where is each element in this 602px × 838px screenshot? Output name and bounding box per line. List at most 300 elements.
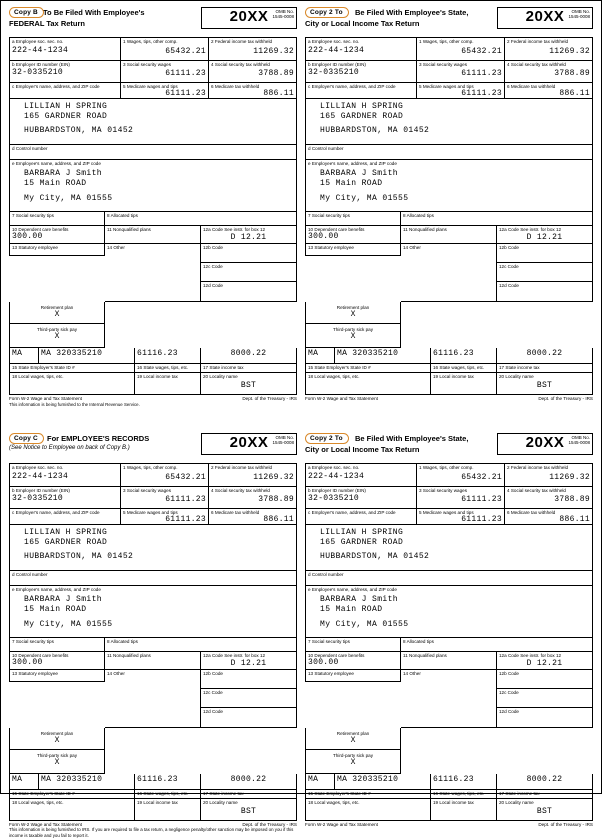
row-a-1-2 — [9, 463, 297, 487]
box-a-ssn[interactable] — [305, 463, 417, 487]
box-20-label: 20 Locality name — [203, 374, 238, 379]
row-13-14-12bcd — [305, 244, 593, 348]
box-18-local-wages[interactable] — [9, 373, 135, 395]
box-18-local-wages[interactable] — [9, 799, 135, 821]
box-13-thirdparty[interactable] — [305, 750, 401, 774]
box-b-ein[interactable] — [305, 487, 417, 509]
box-16-label: 16 State wages, tips, etc. — [433, 365, 485, 370]
box-b-ein[interactable] — [9, 61, 121, 83]
state-tax: 8000.22 — [526, 349, 563, 358]
box-13-retirement-mark: X — [350, 736, 356, 746]
box-4-ss-tax[interactable] — [209, 487, 297, 509]
box-5-value: 61111.23 — [165, 515, 206, 525]
box-3-ss-wages[interactable] — [417, 61, 505, 83]
box-2-fed-tax[interactable] — [209, 463, 297, 487]
box-13-retirement[interactable] — [9, 302, 105, 324]
box-5-label: 5 Medicare wages and tips — [419, 84, 474, 89]
box-b-label: b Employer ID number (EIN) — [12, 62, 70, 67]
box-12c-code[interactable] — [201, 263, 297, 282]
box-13-statutory[interactable] — [9, 244, 105, 256]
box-12b-code[interactable] — [497, 670, 593, 689]
w2-form-copy-c — [9, 433, 297, 838]
tax-year: 20XX — [525, 8, 565, 25]
state-wages: 61116.23 — [433, 774, 474, 784]
employee-address-block[interactable] — [9, 586, 297, 638]
form-header — [9, 433, 297, 463]
header-title-line1: Be Filed With Employee's State, — [355, 8, 469, 17]
form-body — [305, 463, 593, 828]
box-12d-code[interactable] — [201, 708, 297, 728]
box-7-ss-tips[interactable] — [9, 638, 105, 652]
box-d-control-number[interactable] — [9, 145, 297, 160]
state-code-cell[interactable] — [9, 774, 39, 790]
form-body — [305, 37, 593, 402]
box-13-retirement-label: Retirement plan — [40, 730, 74, 736]
header-title-line2: City or Local Income Tax Return — [305, 19, 420, 28]
box-20-locality[interactable] — [497, 373, 593, 395]
box-2-fed-tax[interactable] — [505, 37, 593, 61]
row-7-8 — [9, 638, 297, 652]
copy-tag[interactable]: Copy B — [9, 7, 44, 18]
omb-number — [568, 435, 590, 445]
box-13-thirdparty-label: Third-party sick pay — [36, 752, 78, 758]
tax-year: 20XX — [229, 8, 269, 25]
box-12c-label: 12c Code — [203, 264, 223, 269]
box-13-14-wrap — [305, 244, 497, 348]
form-header — [305, 7, 593, 37]
box-d-label: d Control number — [12, 571, 48, 577]
box-3-label: 3 Social security wages — [419, 487, 468, 493]
employee-address-block[interactable] — [9, 160, 297, 212]
row-1-2 — [121, 37, 297, 61]
header-title-line1: Be Filed With Employee's State, — [355, 433, 469, 443]
box-12c-code[interactable] — [497, 689, 593, 708]
box-4-ss-tax[interactable] — [505, 487, 593, 509]
box-2-label: 2 Federal income tax withheld — [507, 39, 569, 44]
box-14-other[interactable] — [105, 244, 201, 302]
state-wages-cell[interactable] — [135, 774, 201, 790]
box-12d-label: 12d Code — [499, 283, 519, 288]
employee-address-block[interactable] — [305, 160, 593, 212]
row-13-14-12bcd — [305, 670, 593, 774]
box-c-label: c Employer's name, address, and ZIP code — [12, 84, 100, 89]
box-12a-value: D 12.21 — [230, 659, 267, 669]
box-18-label: 18 Local wages, tips, etc. — [308, 799, 360, 805]
box-15-label: 15 State Employer's State ID # — [12, 790, 75, 796]
box-12bcd-wrap — [201, 244, 297, 348]
box-12d-label: 12d Code — [203, 283, 223, 288]
box-a-label: a Employee soc. sec. no. — [308, 39, 360, 44]
box-8-allocated-tips[interactable] — [105, 212, 297, 226]
row-7-8 — [9, 212, 297, 226]
box-5-label: 5 Medicare wages and tips — [123, 84, 178, 89]
employee-street: 15 Main ROAD — [24, 605, 87, 615]
box-10-label: 10 Dependent care benefits — [308, 227, 365, 232]
row-c-5-6 — [9, 83, 297, 99]
copy-tag[interactable]: Copy C — [9, 433, 44, 444]
box-16-label: 16 State wages, tips, etc. — [137, 790, 189, 796]
box-2-label: 2 Federal income tax withheld — [211, 39, 273, 44]
box-13-thirdparty-label: Third-party sick pay — [332, 327, 374, 332]
state-tax: 8000.22 — [230, 349, 267, 358]
box-6-medicare-tax[interactable] — [209, 83, 297, 99]
omb-number — [272, 9, 294, 19]
box-12d-label: 12d Code — [499, 708, 519, 714]
box-1-wages[interactable] — [121, 37, 209, 61]
box-2-label: 2 Federal income tax withheld — [507, 464, 569, 470]
box-13-thirdparty-label: Third-party sick pay — [332, 752, 374, 758]
state-tax-cell[interactable] — [201, 348, 297, 364]
box-13-retirement[interactable] — [9, 728, 105, 750]
row-b-3-4 — [305, 61, 593, 83]
box-4-label: 4 Social security tax withheld — [507, 487, 566, 493]
box-a-ssn[interactable] — [9, 463, 121, 487]
box-5-value: 61111.23 — [461, 89, 502, 99]
box-a-label: a Employee soc. sec. no. — [12, 464, 64, 470]
box-12a-code[interactable] — [201, 226, 297, 244]
employee-city: My City, MA 01555 — [320, 620, 409, 630]
box-d-control-number[interactable] — [9, 571, 297, 586]
employee-street: 15 Main ROAD — [320, 179, 383, 189]
box-4-ss-tax[interactable] — [505, 61, 593, 83]
form-footnote: This information is being furnished to IRS. If you are required to file a tax return, a negligence penalty/other sanction may be imposed on you if this income is taxable and you fail to report it. — [9, 827, 294, 838]
box-17-label: 17 State income tax — [499, 365, 540, 370]
box-12d-code[interactable] — [497, 282, 593, 302]
row-10-11-12a — [9, 226, 297, 244]
box-19-local-tax[interactable] — [135, 373, 201, 395]
box-5-medicare-wages[interactable] — [121, 83, 209, 99]
header-title-line2: City or Local Income Tax Return — [305, 444, 420, 454]
employee-name: BARBARA J Smith — [24, 169, 103, 179]
box-8-label: 8 Allocated tips — [403, 638, 434, 644]
state-code-cell[interactable] — [305, 774, 335, 790]
box-13-statutory[interactable] — [305, 670, 401, 682]
box-13-14-wrap — [9, 244, 201, 348]
box-14-other[interactable] — [401, 244, 497, 302]
box-14-other[interactable] — [401, 670, 497, 728]
year-box — [201, 7, 297, 29]
box-3-ss-wages[interactable] — [417, 487, 505, 509]
box-3-value: 61111.23 — [165, 69, 206, 79]
box-6-label: 6 Medicare tax withheld — [507, 84, 556, 89]
copy-tag[interactable]: Copy 2 To — [305, 433, 349, 444]
box-8-label: 8 Allocated tips — [107, 213, 138, 218]
box-12b-code[interactable] — [497, 244, 593, 263]
box-17-label-cell — [497, 790, 593, 799]
box-14-label: 14 Other — [403, 670, 421, 676]
box-6-medicare-tax[interactable] — [505, 509, 593, 525]
box-3-value: 61111.23 — [461, 495, 502, 505]
row-15-16-17 — [9, 364, 297, 373]
box-1-wages[interactable] — [417, 37, 505, 61]
form-body — [9, 37, 297, 407]
box-4-ss-tax[interactable] — [209, 61, 297, 83]
state-wages-cell[interactable] — [135, 348, 201, 364]
row-state-values — [305, 348, 593, 364]
box-4-value: 3788.89 — [554, 69, 590, 79]
box-16-label: 16 State wages, tips, etc. — [433, 790, 485, 796]
box-7-ss-tips[interactable] — [305, 638, 401, 652]
footer-left: Form W-2 Wage and Tax Statement — [9, 396, 82, 401]
row-15-16-17 — [305, 790, 593, 799]
box-a-value: 222-44-1234 — [12, 472, 69, 482]
box-14-other[interactable] — [105, 670, 201, 728]
state-tax-cell[interactable] — [497, 348, 593, 364]
boxes-1-2-wrap — [121, 37, 297, 61]
box-13-thirdparty[interactable] — [9, 324, 105, 348]
form-footer — [305, 396, 593, 402]
box-4-label: 4 Social security tax withheld — [211, 487, 270, 493]
box-19-local-tax[interactable] — [431, 799, 497, 821]
state-tax: 8000.22 — [230, 774, 267, 784]
omb-value: 1545-0008 — [272, 14, 294, 19]
box-13-label: 13 Statutory employee — [308, 245, 354, 250]
box-19-local-tax[interactable] — [135, 799, 201, 821]
copy-tag[interactable]: Copy 2 To — [305, 7, 349, 18]
employee-address-block[interactable] — [305, 586, 593, 638]
box-11-nonqualified[interactable] — [105, 226, 201, 244]
box-12b-label: 12b Code — [203, 245, 223, 250]
row-7-8 — [305, 212, 593, 226]
box-c-label-cell — [9, 83, 121, 99]
state-code-cell[interactable] — [9, 348, 39, 364]
state-code-cell[interactable] — [305, 348, 335, 364]
box-12a-label: 12a Code See instr. for box 12 — [203, 227, 266, 232]
row-state-values — [9, 774, 297, 790]
box-12c-label: 12c Code — [499, 264, 519, 269]
box-20-label: 20 Locality name — [499, 374, 534, 379]
row-13-14-12bcd — [9, 670, 297, 774]
box-b-value: 32-0335210 — [12, 68, 64, 78]
employer-street: 165 GARDNER ROAD — [320, 537, 404, 547]
box-10-dependent-care[interactable] — [9, 652, 105, 670]
box-b-ein[interactable] — [305, 61, 417, 83]
box-18-local-wages[interactable] — [305, 799, 431, 821]
employer-address-block[interactable] — [9, 525, 297, 571]
employee-name: BARBARA J Smith — [320, 169, 399, 179]
box-3-ss-wages[interactable] — [121, 61, 209, 83]
box-d-label: d Control number — [308, 571, 344, 577]
box-5-medicare-wages[interactable] — [417, 83, 505, 99]
state-id-cell[interactable] — [39, 348, 135, 364]
box-8-allocated-tips[interactable] — [401, 638, 593, 652]
form-body — [9, 463, 297, 838]
footer-left: Form W-2 Wage and Tax Statement — [305, 821, 378, 827]
state-wages-cell[interactable] — [431, 348, 497, 364]
box-20-value: BST — [536, 807, 553, 817]
box-11-nonqualified[interactable] — [401, 652, 497, 670]
box-10-dependent-care[interactable] — [9, 226, 105, 244]
box-10-dependent-care[interactable] — [305, 652, 401, 670]
w2-form-copy-2-state-top — [305, 7, 593, 407]
omb-label: OMB No. — [571, 9, 590, 14]
row-state-values — [305, 774, 593, 790]
box-13-label: 13 Statutory employee — [12, 245, 58, 250]
tax-year: 20XX — [229, 433, 269, 451]
box-19-label: 19 Local income tax — [433, 799, 474, 805]
state-id: MA 320335210 — [337, 774, 399, 784]
box-6-medicare-tax[interactable] — [505, 83, 593, 99]
box-c-label-cell — [305, 83, 417, 99]
box-2-fed-tax[interactable] — [209, 37, 297, 61]
box-20-value: BST — [536, 381, 553, 391]
box-12a-code[interactable] — [497, 652, 593, 670]
box-11-label: 11 Nonqualified plans — [107, 227, 151, 232]
header-left — [305, 7, 497, 28]
box-1-wages[interactable] — [417, 463, 505, 487]
box-12c-code[interactable] — [497, 263, 593, 282]
box-6-value: 886.11 — [263, 515, 294, 525]
employer-address-block[interactable] — [9, 99, 297, 145]
box-12b-code[interactable] — [201, 670, 297, 689]
box-2-value: 11269.32 — [253, 47, 294, 57]
box-12d-code[interactable] — [201, 282, 297, 302]
box-10-value: 300.00 — [308, 232, 339, 242]
box-15-label: 15 State Employer's State ID # — [12, 365, 75, 370]
state-wages-cell[interactable] — [431, 774, 497, 790]
box-d-control-number[interactable] — [305, 571, 593, 586]
footer-right: Dept. of the Treasury - IRS — [242, 396, 297, 401]
box-20-value: BST — [240, 807, 257, 817]
employer-city: HUBBARDSTON, MA 01452 — [24, 551, 134, 561]
box-13-statutory[interactable] — [9, 670, 105, 682]
state-tax-cell[interactable] — [497, 774, 593, 790]
box-5-medicare-wages[interactable] — [121, 509, 209, 525]
box-13-thirdparty-mark: X — [54, 758, 60, 768]
box-15-label: 15 State Employer's State ID # — [308, 365, 371, 370]
box-a-value: 222-44-1234 — [308, 472, 365, 482]
box-13-retirement-mark: X — [54, 736, 60, 746]
box-18-local-wages[interactable] — [305, 373, 431, 395]
row-b-3-4 — [305, 487, 593, 509]
box-8-allocated-tips[interactable] — [105, 638, 297, 652]
box-d-control-number[interactable] — [305, 145, 593, 160]
box-13-thirdparty[interactable] — [9, 750, 105, 774]
box-13-retirement[interactable] — [305, 728, 401, 750]
box-13-thirdparty-mark: X — [350, 332, 356, 342]
box-13-thirdparty-label: Third-party sick pay — [36, 327, 78, 332]
box-15-label-cell — [9, 364, 135, 373]
box-7-ss-tips[interactable] — [9, 212, 105, 226]
box-14-label: 14 Other — [107, 670, 125, 676]
row-7-8 — [305, 638, 593, 652]
box-7-ss-tips[interactable] — [305, 212, 401, 226]
box-11-label: 11 Nonqualified plans — [403, 227, 447, 232]
box-d-label: d Control number — [12, 146, 48, 151]
box-13-retirement[interactable] — [305, 302, 401, 324]
box-20-locality[interactable] — [201, 373, 297, 395]
employer-street: 165 GARDNER ROAD — [24, 112, 108, 121]
row-c-5-6 — [305, 83, 593, 99]
box-13-thirdparty[interactable] — [305, 324, 401, 348]
employee-street: 15 Main ROAD — [320, 605, 383, 615]
box-3-label: 3 Social security wages — [123, 62, 172, 67]
header-title-line2: FEDERAL Tax Return — [9, 19, 85, 28]
box-10-label: 10 Dependent care benefits — [12, 227, 69, 232]
box-7-label: 7 Social security tips — [308, 213, 350, 218]
box-13-retirement-label: Retirement plan — [40, 305, 74, 310]
box-1-wages[interactable] — [121, 463, 209, 487]
omb-label: OMB No. — [275, 434, 294, 440]
state-id: MA 320335210 — [337, 349, 399, 358]
employee-city: My City, MA 01555 — [320, 194, 409, 204]
box-6-medicare-tax[interactable] — [209, 509, 297, 525]
omb-number — [568, 9, 590, 19]
box-11-nonqualified[interactable] — [105, 652, 201, 670]
box-12a-code[interactable] — [201, 652, 297, 670]
state-tax: 8000.22 — [526, 774, 563, 784]
employer-name: LILLIAN H SPRING — [24, 527, 108, 537]
box-a-ssn[interactable] — [9, 37, 121, 61]
state-id-cell[interactable] — [335, 348, 431, 364]
employer-address-block[interactable] — [305, 99, 593, 145]
box-13-statutory[interactable] — [305, 244, 401, 256]
box-6-label: 6 Medicare tax withheld — [211, 509, 260, 515]
employer-street: 165 GARDNER ROAD — [24, 537, 108, 547]
box-b-ein[interactable] — [9, 487, 121, 509]
box-17-label: 17 State income tax — [203, 365, 244, 370]
state-tax-cell[interactable] — [201, 774, 297, 790]
box-5-medicare-wages[interactable] — [417, 509, 505, 525]
state-id-cell[interactable] — [39, 774, 135, 790]
box-c-label: c Employer's name, address, and ZIP code — [308, 84, 396, 89]
box-8-label: 8 Allocated tips — [107, 638, 138, 644]
employer-address-block[interactable] — [305, 525, 593, 571]
state-id: MA 320335210 — [41, 774, 103, 784]
footer-left: Form W-2 Wage and Tax Statement — [305, 396, 378, 401]
box-1-label: 1 Wages, tips, other comp. — [419, 464, 474, 470]
state-wages: 61116.23 — [433, 349, 474, 358]
box-3-ss-wages[interactable] — [121, 487, 209, 509]
box-12a-label: 12a Code See instr. for box 12 — [499, 227, 562, 232]
box-12d-code[interactable] — [497, 708, 593, 728]
box-20-locality[interactable] — [201, 799, 297, 821]
box-12b-code[interactable] — [201, 244, 297, 263]
box-12c-label: 12c Code — [499, 689, 519, 695]
box-8-allocated-tips[interactable] — [401, 212, 593, 226]
box-a-ssn[interactable] — [305, 37, 417, 61]
box-13-retirement-mark: X — [54, 310, 60, 320]
box-11-nonqualified[interactable] — [401, 226, 497, 244]
box-18-label: 18 Local wages, tips, etc. — [12, 799, 64, 805]
box-12a-code[interactable] — [497, 226, 593, 244]
omb-value: 1545-0008 — [568, 14, 590, 19]
box-12a-value: D 12.21 — [526, 659, 563, 669]
box-6-label: 6 Medicare tax withheld — [211, 84, 260, 89]
box-19-local-tax[interactable] — [431, 373, 497, 395]
header-title-line1: To Be Filed With Employee's — [43, 8, 145, 17]
box-12c-code[interactable] — [201, 689, 297, 708]
box-20-locality[interactable] — [497, 799, 593, 821]
box-b-value: 32-0335210 — [12, 494, 64, 504]
state-code: MA — [308, 349, 319, 358]
box-a-label: a Employee soc. sec. no. — [12, 39, 64, 44]
box-2-value: 11269.32 — [549, 47, 590, 57]
box-10-dependent-care[interactable] — [305, 226, 401, 244]
box-12bcd-wrap — [497, 670, 593, 774]
box-a-value: 222-44-1234 — [308, 46, 365, 56]
header-left — [305, 433, 497, 454]
row-10-11-12a — [305, 226, 593, 244]
box-19-label: 19 Local income tax — [137, 799, 178, 805]
state-id-cell[interactable] — [335, 774, 431, 790]
box-13-retirement-label: Retirement plan — [336, 730, 370, 736]
header-title-line1: For EMPLOYEE'S RECORDS — [47, 433, 150, 443]
row-13-14-head — [305, 244, 497, 302]
row-18-19-20 — [305, 799, 593, 821]
state-wages: 61116.23 — [137, 349, 178, 358]
box-2-fed-tax[interactable] — [505, 463, 593, 487]
